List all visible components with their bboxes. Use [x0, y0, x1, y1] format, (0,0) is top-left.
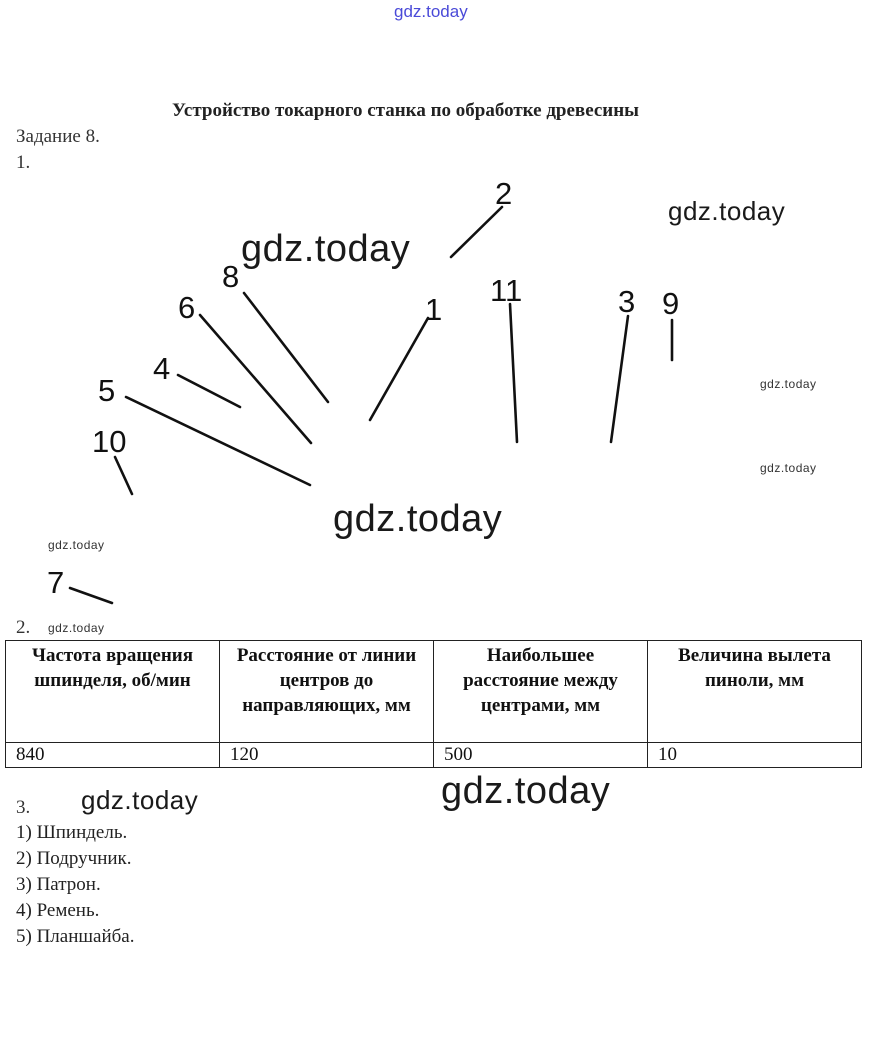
watermark: gdz.today — [760, 461, 817, 475]
part-3-label: 3. — [16, 797, 31, 818]
callout-6: 6 — [178, 290, 196, 325]
watermark-top: gdz.today — [394, 2, 468, 21]
cell-quill-extension: 10 — [648, 743, 862, 768]
watermark: gdz.today — [668, 196, 786, 226]
callout-1: 1 — [425, 292, 443, 327]
list-item: 2) Подручник. — [16, 848, 132, 869]
leader-line-8 — [244, 293, 328, 402]
part-1-label: 1. — [16, 152, 31, 173]
leader-line-11 — [510, 304, 517, 442]
list-item: 3) Патрон. — [16, 874, 101, 895]
callout-8: 8 — [222, 259, 240, 294]
table-row — [6, 743, 862, 768]
callout-5: 5 — [98, 373, 116, 408]
specs-table — [5, 640, 862, 768]
callout-4: 4 — [153, 351, 171, 386]
leader-line-1 — [370, 318, 428, 420]
callout-11: 11 — [490, 273, 523, 308]
callout-9: 9 — [662, 286, 680, 321]
leader-line-4 — [178, 375, 240, 407]
table-header-row — [6, 641, 862, 743]
cell-spindle-speed: 840 — [6, 743, 220, 768]
watermark: gdz.today — [81, 785, 199, 815]
part-2-label: 2. — [16, 617, 31, 638]
watermark: gdz.today — [241, 228, 411, 270]
watermark: gdz.today — [760, 377, 817, 391]
cell-center-distance: 120 — [220, 743, 434, 768]
callout-10: 10 — [92, 424, 127, 459]
leader-line-10 — [115, 457, 132, 494]
watermark: gdz.today — [48, 621, 105, 635]
task-label: Задание 8. — [16, 126, 100, 147]
list-item: 4) Ремень. — [16, 900, 100, 921]
cell-max-between-centers: 500 — [434, 743, 648, 768]
watermark: gdz.today — [333, 498, 503, 540]
list-item: 1) Шпиндель. — [16, 822, 128, 843]
header-center-distance: Расстояние от линии центров до направляющих, мм — [220, 641, 434, 743]
callout-7: 7 — [47, 565, 65, 600]
header-max-between-centers: Наибольшее расстояние между центрами, мм — [434, 641, 648, 743]
answers-list — [16, 820, 134, 950]
leader-line-6 — [200, 315, 311, 443]
lathe-diagram — [0, 170, 869, 620]
header-spindle-speed: Частота вращения шпинделя, об/мин — [6, 641, 220, 743]
leader-line-2 — [451, 207, 502, 257]
callout-3: 3 — [618, 284, 636, 319]
watermark: gdz.today — [441, 770, 611, 812]
leader-line-7 — [70, 588, 112, 603]
leader-line-3 — [611, 316, 628, 442]
list-item: 5) Планшайба. — [16, 926, 135, 947]
header-quill-extension: Величина вылета пиноли, мм — [648, 641, 862, 743]
page-title: Устройство токарного станка по обработке древесины — [172, 100, 640, 121]
watermark: gdz.today — [48, 538, 105, 552]
callout-2: 2 — [495, 176, 513, 211]
